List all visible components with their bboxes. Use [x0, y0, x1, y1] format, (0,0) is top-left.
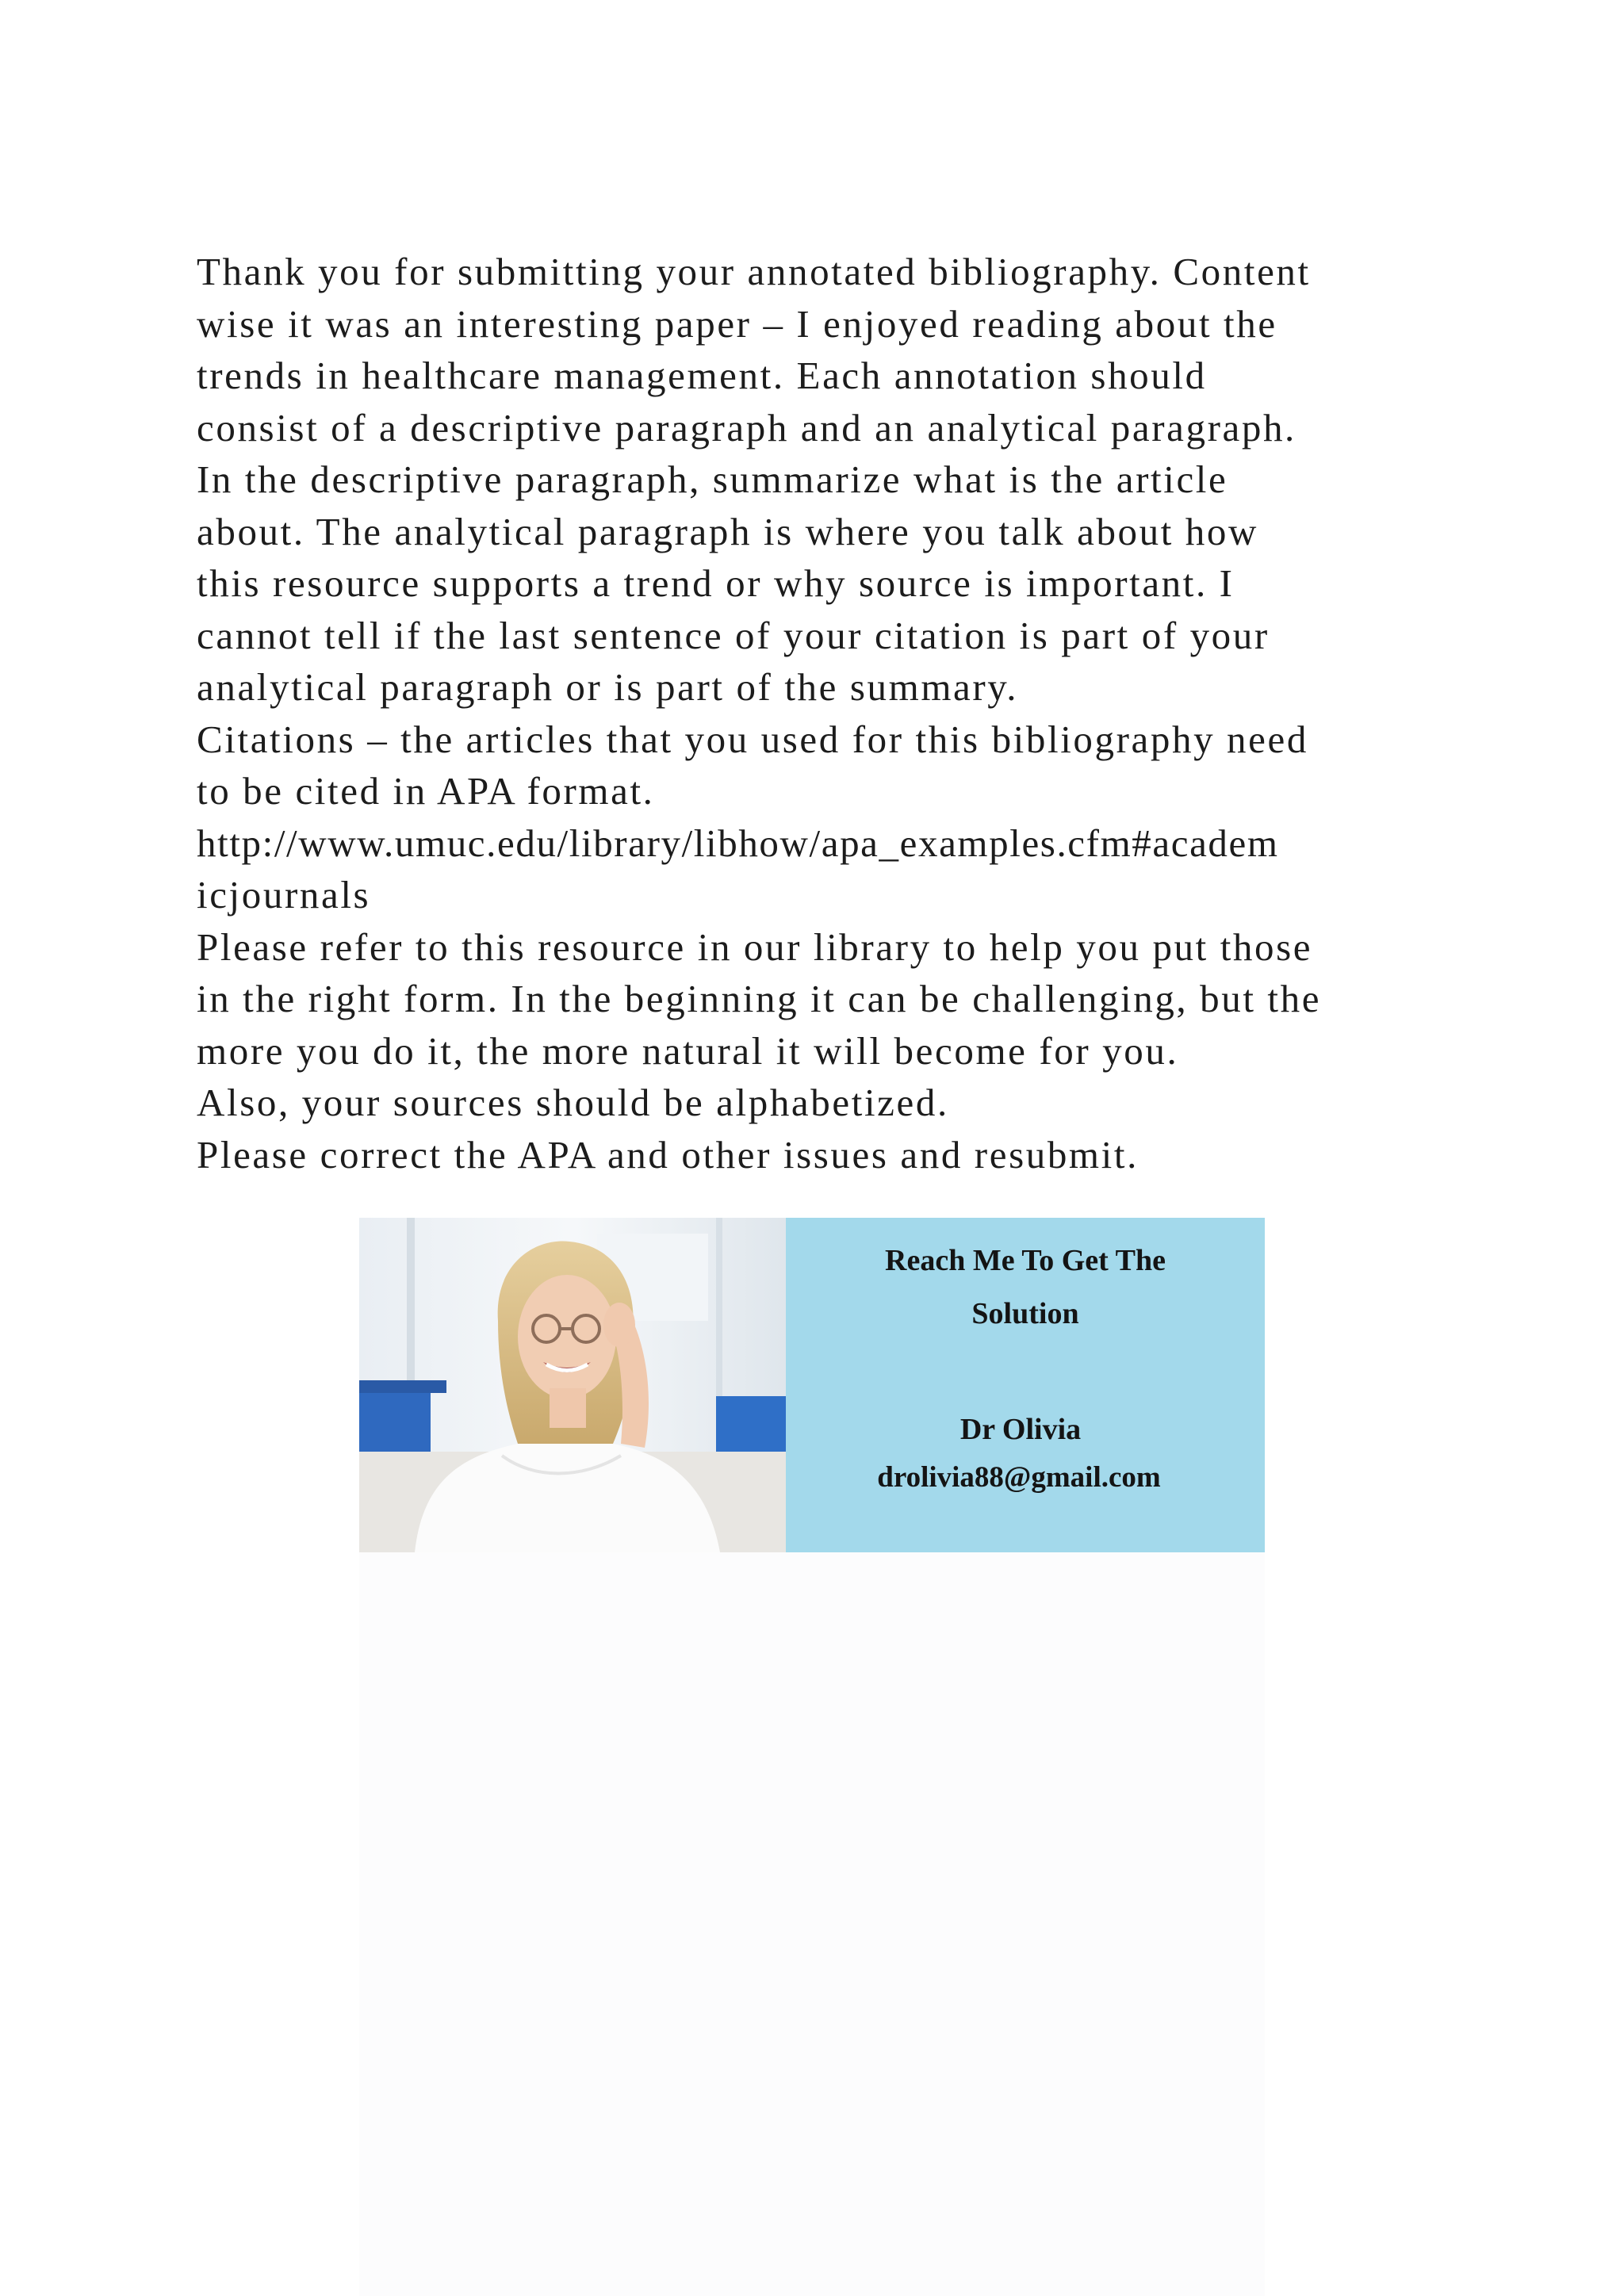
tutor-photo	[359, 1218, 786, 1552]
text-line: consist of a descriptive paragraph and an analytical paragraph.	[197, 405, 1297, 450]
text-line: Please correct the APA and other issues and resubmit.	[197, 1132, 1139, 1177]
text-line: more you do it, the more natural it will become for you.	[197, 1028, 1179, 1073]
text-line: Citations – the articles that you used for this bibliography need	[197, 717, 1308, 761]
feedback-body	[197, 246, 1434, 1181]
text-line: wise it was an interesting paper – I enjoyed reading about the	[197, 301, 1277, 346]
contact-name: Dr Olivia	[959, 1413, 1082, 1446]
text-line: cannot tell if the last sentence of your citation is part of your	[197, 613, 1270, 657]
page-tint	[359, 1552, 1265, 2296]
text-line: Please refer to this resource in our library to help you put those	[197, 924, 1313, 969]
promo-headline-2: Solution	[971, 1297, 1079, 1330]
text-line: Thank you for submitting your annotated bibliography. Content	[197, 250, 1311, 293]
text-line: to be cited in APA format.	[197, 769, 655, 813]
contact-panel	[786, 1218, 1265, 1552]
contact-email: drolivia88@gmail.com	[877, 1461, 1161, 1494]
text-line: In the descriptive paragraph, summarize what is the article	[197, 457, 1228, 501]
promo-banner	[359, 1218, 1265, 1552]
apa-resource-link-continued[interactable]: icjournals	[197, 873, 371, 916]
promo-headline: Reach Me To Get The	[885, 1244, 1166, 1277]
text-line: about. The analytical paragraph is where you talk about how	[197, 509, 1258, 553]
text-line: in the right form. In the beginning it can be challenging, but the	[197, 977, 1322, 1020]
text-line: Also, your sources should be alphabetized.	[197, 1081, 949, 1124]
text-line: this resource supports a trend or why source is important. I	[197, 561, 1235, 605]
text-line: analytical paragraph or is part of the summary.	[197, 665, 1019, 709]
text-line: trends in healthcare management. Each annotation should	[197, 354, 1207, 397]
apa-resource-link[interactable]: http://www.umuc.edu/library/libhow/apa_examples.cfm#academ	[197, 821, 1279, 865]
